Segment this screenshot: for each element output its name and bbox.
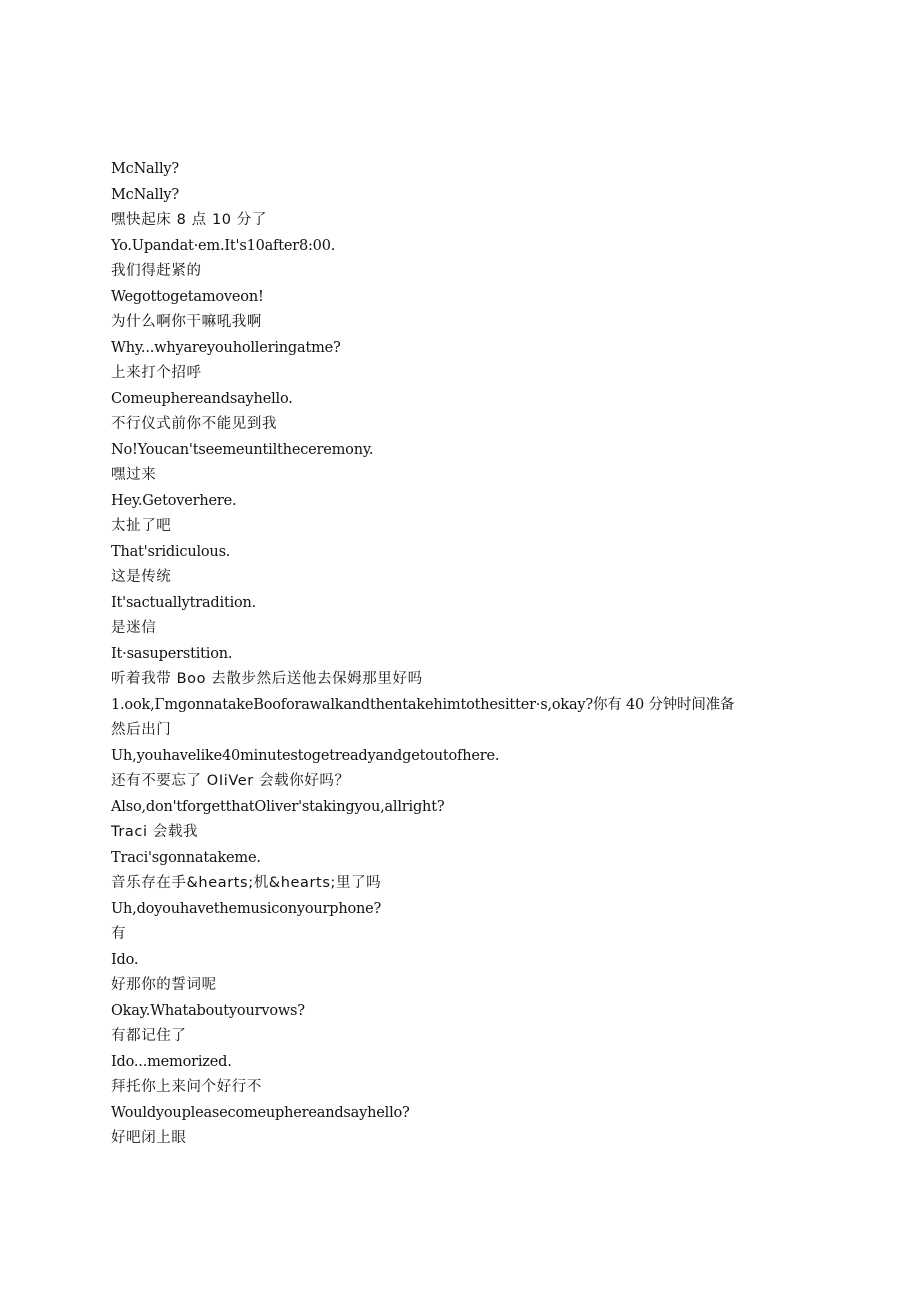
subtitle-line-english: Hey.Getoverhere. [111, 492, 237, 509]
subtitle-line-english: It'sactuallytradition. [111, 594, 257, 611]
subtitle-line-chinese: 上来打个招呼 [111, 365, 202, 381]
subtitle-line-english: Also,don'tforgetthatOliver'stakingyou,allright? [111, 798, 445, 815]
subtitle-line-chinese: 是迷信 [111, 620, 157, 636]
subtitle-line-chinese: 嘿快起床 8 点 10 分了 [111, 212, 268, 228]
subtitle-line-chinese: Traci 会载我 [111, 824, 199, 840]
subtitle-line-english: Ido. [111, 951, 139, 968]
subtitle-line-chinese: 我们得赶紧的 [111, 263, 202, 279]
subtitle-line-chinese: 不行仪式前你不能见到我 [111, 416, 278, 432]
subtitle-line-chinese: 好那你的誓词呢 [111, 977, 217, 993]
subtitle-line-english: Yo.Upandat·em.It's10after8:00. [111, 237, 336, 254]
subtitle-line-english: Comeuphereandsayhello. [111, 390, 293, 407]
subtitle-line-english: McNally? [111, 186, 179, 203]
subtitle-line-english: Why...whyareyouholleringatme? [111, 339, 341, 356]
subtitle-line-chinese: 有都记住了 [111, 1028, 187, 1044]
subtitle-line-chinese: 拜托你上来问个好行不 [111, 1079, 262, 1095]
subtitle-line-english: That'sridiculous. [111, 543, 231, 560]
subtitle-line-chinese: 听着我带 Boo 去散步然后送他去保姆那里好吗 [111, 671, 423, 687]
subtitle-line-chinese: 音乐存在手&hearts;机&hearts;里了吗 [111, 875, 382, 891]
subtitle-line-chinese: 太扯了吧 [111, 518, 172, 534]
subtitle-line-chinese: 嘿过来 [111, 467, 157, 483]
subtitle-line-english: Wegottogetamoveon! [111, 288, 264, 305]
subtitle-line-english: Uh,youhavelike40minutestogetreadyandgetoutofhere. [111, 747, 500, 764]
subtitle-line-english: Ido...memorized. [111, 1053, 232, 1070]
subtitle-line-english: It·sasuperstition. [111, 645, 233, 662]
subtitle-line-chinese: 然后出门 [111, 722, 172, 738]
subtitle-line-english: Wouldyoupleasecomeuphereandsayhello? [111, 1104, 410, 1121]
subtitle-line-chinese: 有 [111, 926, 127, 942]
subtitle-line-chinese: 这是传统 [111, 569, 172, 585]
subtitle-line-english: Traci'sgonnatakeme. [111, 849, 261, 866]
subtitle-line-english: No!Youcan'tseemeuntiltheceremony. [111, 441, 374, 458]
subtitle-line-english: Uh,doyouhavethemusiconyourphone? [111, 900, 382, 917]
subtitle-line-chinese: 还有不要忘了 OIiVer 会载你好吗？ [111, 773, 350, 789]
subtitle-line-english: 1.ook,ΓmgonnatakeBooforawalkandthentakehimtothesitter·s,okay?你有 40 分钟时间准备 [111, 696, 735, 713]
subtitle-line-english: Okay.Whataboutyourvows? [111, 1002, 305, 1019]
subtitle-line-english: McNally? [111, 161, 179, 177]
transcript [111, 157, 751, 1152]
subtitle-line-chinese: 好吧闭上眼 [111, 1130, 187, 1146]
subtitle-line-chinese: 为什么啊你干嘛吼我啊 [111, 314, 262, 330]
